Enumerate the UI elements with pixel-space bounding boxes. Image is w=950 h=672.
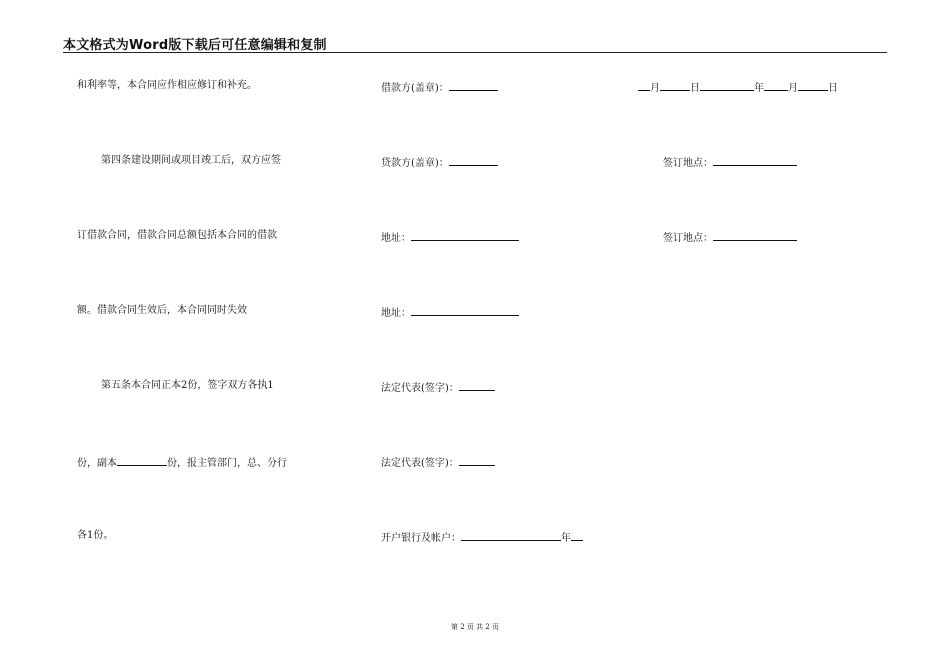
address-blank-1 [411,230,519,241]
date-line [638,80,838,95]
date-part-day-1: 日 [690,83,700,94]
sign-place-label-2: 签订地点： [663,233,713,244]
lender-seal-line [381,155,498,170]
sign-place-blank-2 [713,230,797,241]
lender-seal-blank [449,155,498,166]
bank-account-line [381,530,583,545]
date-part-month-1: 月 [650,83,660,94]
legal-rep-label-2: 法定代表(签字)： [381,458,459,469]
legal-rep-line-1 [381,380,495,395]
bank-account-label: 开户银行及帐户： [381,533,461,544]
address-line-2 [381,305,519,320]
date-blank-2 [660,80,690,91]
legal-rep-blank-2 [459,455,495,466]
sign-place-label-1: 签订地点： [663,158,713,169]
header-rule [63,52,887,53]
left-line-4: 额。借款合同生效后，本合同同时失效 [77,305,247,316]
address-line-1 [381,230,519,245]
borrower-seal-line [381,80,498,95]
borrower-seal-blank [449,80,498,91]
left-line-3: 订借款合同，借款合同总额包括本合同的借款 [77,230,277,241]
sign-place-line-1 [663,155,797,170]
sign-place-line-2 [663,230,797,245]
borrower-seal-label: 借款方(盖章)： [381,83,449,94]
date-part-day-2: 日 [828,83,838,94]
date-blank-3 [700,80,754,91]
bank-year-label: 年 [561,533,571,544]
left-line-6-part-b: 份，报主管部门，总、分行 [167,458,287,469]
legal-rep-line-2 [381,455,495,470]
date-blank-4 [764,80,788,91]
legal-rep-label-1: 法定代表(签字)： [381,383,459,394]
copies-blank [117,455,167,466]
address-blank-2 [411,305,519,316]
left-line-5: 第五条本合同正本2份，签字双方各执1 [101,380,274,391]
date-part-month-2: 月 [788,83,798,94]
left-line-2: 第四条建设期间或项目竣工后，双方应签 [101,155,281,166]
bank-year-blank [571,530,583,541]
left-line-7: 各1份。 [77,530,114,541]
left-line-6-part-a: 份，副本 [77,458,117,469]
left-line-6 [77,455,287,470]
legal-rep-blank-1 [459,380,495,391]
lender-seal-label: 贷款方(盖章)： [381,158,449,169]
left-line-1: 和利率等，本合同应作相应修订和补充。 [77,80,257,91]
date-blank-5 [798,80,828,91]
page-number: 第 2 页 共 2 页 [450,623,500,631]
bank-account-blank [461,530,561,541]
page-header-title: 本文格式为Word版下载后可任意编辑和复制 [63,38,327,53]
address-label-1: 地址： [381,233,411,244]
sign-place-blank-1 [713,155,797,166]
date-part-year: 年 [754,83,764,94]
date-blank-1 [638,80,650,91]
address-label-2: 地址： [381,308,411,319]
